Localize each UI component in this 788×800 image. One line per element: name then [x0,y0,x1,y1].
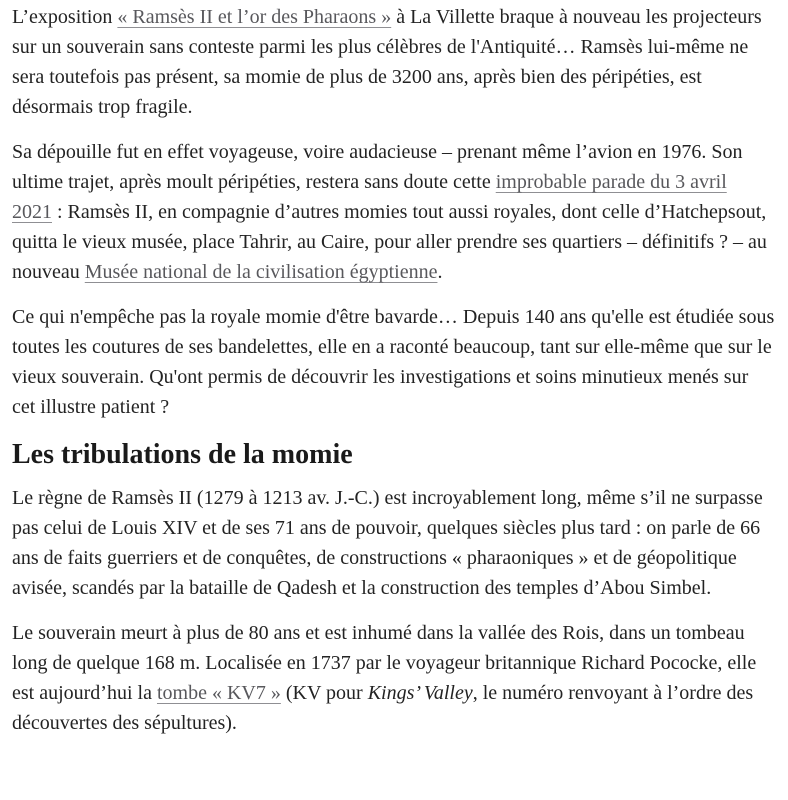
paragraph [12,2,776,122]
italic-text: Kings’ Valley [367,682,473,704]
text-run: Sa dépouille fut en effet voyageuse, voire audacieuse – prenant même l’avion en 1976. Son ultime trajet, après moult péripéties, restera sans doute cette [12,141,743,193]
inline-link[interactable]: improbable parade du 3 avril 2021 [12,171,727,223]
text-run: , le numéro renvoyant à l’ordre des découvertes des sépultures). [12,682,754,734]
text-run: à La Villette braque à nouveau les projecteurs sur un souverain sans conteste parmi les plus célèbres de l'Antiquité… Ramsès lui-même ne sera toutefois pas présent, sa momie de plus de 3200 ans, après bien des péripéties, est désormais trop fragile. [12,6,762,118]
text-run: Le règne de Ramsès II (1279 à 1213 av. J.-C.) est incroyablement long, même s’il ne surpasse pas celui de Louis XIV et de ses 71 ans de pouvoir, quelques siècles plus tard : on parle de 66 ans de faits guerriers et de conquêtes, de constructions « pharaoniques » et de géopolitique avisée, scandés par la bataille de Qadesh et la construction des temples d’Abou Simbel. [12,487,763,599]
paragraph [12,137,776,287]
paragraph [12,483,776,603]
text-run: (KV pour [280,682,368,704]
paragraph [12,618,776,738]
section-heading: Les tribulations de la momie [12,439,353,470]
text-run: : Ramsès II, en compagnie d’autres momies tout aussi royales, dont celle d’Hatchepsout, quitta le vieux musée, place Tahrir, au Caire, pour aller prendre ses quartiers – définitifs ? – au nouveau [12,201,767,283]
inline-link[interactable]: « Ramsès II et l’or des Pharaons » [117,6,392,28]
text-run: . [437,261,443,283]
text-run: Ce qui n'empêche pas la royale momie d'être bavarde… Depuis 140 ans qu'elle est étudiée sous toutes les coutures de ses bandelettes, elle en a raconté beaucoup, tant sur elle-même que sur le vieux souverain. Qu'ont permis de découvrir les investigations et soins minutieux menés sur cet illustre patient ? [12,306,775,418]
text-run: Le souverain meurt à plus de 80 ans et est inhumé dans la vallée des Rois, dans un tombeau long de quelque 168 m. Localisée en 1737 par le voyageur britannique Richard Pococke, elle est aujourd’hui la [12,622,757,704]
paragraph [12,302,776,422]
text-run: L’exposition [12,6,118,28]
inline-link[interactable]: Musée national de la civilisation égyptienne [84,261,438,283]
inline-link[interactable]: tombe « KV7 » [156,682,281,704]
